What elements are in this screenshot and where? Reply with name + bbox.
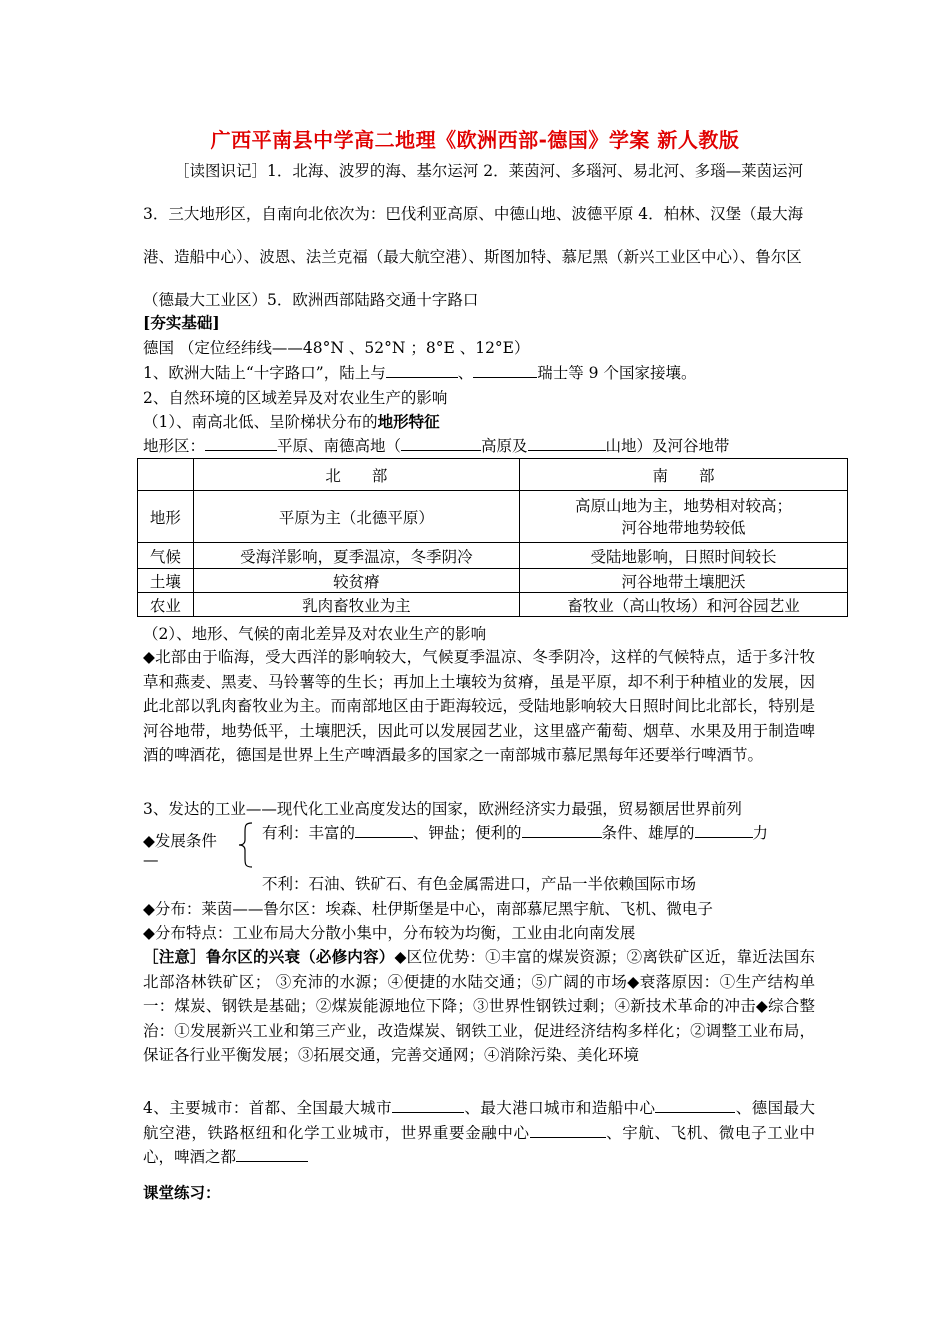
landform-b: 平原、南德高地（	[277, 437, 402, 455]
germany-coordinates: 德国 （定位经纬线——48°N 、52°N ；8°E 、12°E）	[143, 339, 530, 357]
favorable-conditions	[262, 821, 822, 843]
practice-heading: 课堂练习：	[143, 1183, 221, 1202]
q2-1-text: （1）、南高北低、呈阶梯状分布的	[143, 413, 378, 431]
intro-paragraph	[143, 150, 813, 322]
landform-c: 高原及	[481, 437, 528, 455]
north-cell: 受海洋影响，夏季温凉，冬季阴冷	[193, 543, 519, 569]
cities-c: 、德国最大航空港，铁路枢纽和化学工业城市，世界重要金融中心	[143, 1099, 815, 1142]
blank-beer[interactable]	[236, 1147, 308, 1162]
south-cell: 河谷地带土壤肥沃	[519, 569, 847, 593]
south-cell: 受陆地影响，日照时间较长	[519, 543, 847, 569]
blank-labor[interactable]	[695, 823, 753, 838]
blank-transport[interactable]	[522, 823, 602, 838]
table-header-cell: 北 部	[193, 459, 519, 491]
fav-b: 、钾盐；便利的	[413, 824, 522, 842]
blank-coal[interactable]	[355, 823, 413, 838]
north-cell: 平原为主（北德平原）	[193, 491, 519, 543]
distribution-features: ◆分布特点：工业布局大分散小集中，分布较为均衡，工业由北向南发展	[143, 924, 636, 942]
brace-icon	[238, 822, 254, 868]
north-south-table	[137, 458, 848, 617]
table-header-row	[138, 459, 848, 491]
table-header-cell: 南 部	[519, 459, 847, 491]
ruhr-note	[143, 945, 815, 1068]
conditions-label: ◆发展条件	[143, 832, 217, 850]
row-label: 土壤	[138, 569, 194, 593]
south-cell	[519, 491, 847, 543]
blank-port[interactable]	[655, 1098, 735, 1113]
table-row	[138, 543, 848, 569]
blank-capital[interactable]	[392, 1098, 464, 1113]
distribution: ◆分布：莱茵——鲁尔区：埃森、杜伊斯堡是中心，南部慕尼黑宇航、飞机、微电子	[143, 900, 713, 918]
fav-c: 条件、雄厚的	[601, 824, 695, 842]
q1-sep: 、	[457, 364, 474, 382]
intro-text: 1．北海、波罗的海、基尔运河 2．莱茵河、多瑙河、易北河、多瑙—莱茵运河 3．三大地形区，自南向北依次为：巴伐利亚高原、中德山地、波德平原 4．柏林、汉堡（最大海港、造船中心）、波恩、法兰克福（最大航空港）、斯图加特、慕尼黑（新兴工业区中心）、鲁尔区（德最大工业区）5．欧洲西部陆路交通十字路口	[143, 162, 804, 309]
major-cities	[143, 1096, 815, 1170]
blank-neighbor-2[interactable]	[473, 363, 537, 378]
question-2-1	[143, 410, 815, 432]
landform-regions	[143, 434, 815, 456]
south-line: 河谷地带地势较低	[621, 518, 746, 537]
q1-text-b: 瑞士等 9 个国家接壤。	[537, 364, 697, 382]
section-2-paragraph: ◆北部由于临海，受大西洋的影响较大，气候夏季温凉、冬季阴冷，这样的气候特点，适于多汁牧草和燕麦、黑麦、马铃薯等的生长；再加上土壤较为贫瘠，虽是平原，却不利于种植业的发展，因此北部以乳肉畜牧业为主。而南部地区由于距海较远，受陆地影响较大日照时间比北部长，特别是河谷地带，地势低平，土壤肥沃，因此可以发展园艺业，这里盛产葡萄、烟草、水果及用于制造啤酒的啤酒花，德国是世界上生产啤酒最多的国家之一南部城市慕尼黑每年还要举行啤酒节。	[143, 648, 815, 764]
unfavorable-conditions: 不利：石油、铁矿石、有色金属需进口，产品一半依赖国际市场	[262, 875, 697, 893]
q2-1-bold: 地形特征	[377, 413, 440, 431]
blank-plain[interactable]	[205, 436, 277, 451]
blank-plateau[interactable]	[401, 436, 481, 451]
basics-heading: [夯实基础]	[143, 313, 220, 332]
landform-d: 山地）及河谷地带	[605, 437, 730, 455]
page-title: 广西平南县中学高二地理《欧洲西部-德国》学案 新人教版	[210, 128, 740, 152]
intro-label: ［读图识记］	[174, 162, 268, 180]
north-cell: 较贫瘠	[193, 569, 519, 593]
q1-text-a: 1、欧洲大陆上“十字路口”，陆上与	[143, 364, 386, 382]
blank-mountain[interactable]	[528, 436, 606, 451]
south-cell: 畜牧业（高山牧场）和河谷园艺业	[519, 593, 847, 617]
table-row	[138, 491, 848, 543]
cities-a: 4、主要城市：首都、全国最大城市	[143, 1099, 392, 1117]
question-2: 2、自然环境的区域差异及对农业生产的影响	[143, 389, 448, 407]
row-label: 气候	[138, 543, 194, 569]
table-header-cell	[138, 459, 194, 491]
table-row	[138, 593, 848, 617]
north-cell: 乳肉畜牧业为主	[193, 593, 519, 617]
industry-heading: 3、发达的工业——现代化工业高度发达的国家，欧洲经济实力最强，贸易额居世界前列	[143, 800, 742, 818]
row-label: 农业	[138, 593, 194, 617]
section-2-heading: （2）、地形、气候的南北差异及对农业生产的影响	[143, 625, 487, 643]
landform-a: 地形区：	[143, 437, 206, 455]
south-line: 高原山地为主，地势相对较高；	[574, 496, 792, 515]
cities-d: 、宇航、飞机、微电子工业中心，啤酒之都	[143, 1123, 815, 1166]
blank-finance[interactable]	[530, 1123, 606, 1138]
fav-a: 有利：丰富的	[262, 824, 356, 842]
blank-neighbor-1[interactable]	[386, 363, 458, 378]
row-label: 地形	[138, 491, 194, 543]
note-label: ［注意］鲁尔区的兴衰（必修内容）	[143, 948, 395, 966]
fav-d: 力	[752, 824, 769, 842]
conditions-dash: —	[143, 851, 159, 869]
table-row	[138, 569, 848, 593]
note-text: ◆区位优势：①丰富的煤炭资源；②离铁矿区近，靠近法国东北部洛林铁矿区； ③充沛的水源；④便捷的水陆交通；⑤广阔的市场◆衰落原因：①生产结构单一：煤炭、钢铁是基础；②煤炭能源地位下降；③世界性钢铁过剩；④新技术革命的冲击◆综合整治：①发展新兴工业和第三产业，改造煤炭、钢铁工业，促进经济结构多样化；②调整工业布局，保证各行业平衡发展；③拓展交通，完善交通网；④消除污染、美化环境	[143, 948, 815, 1064]
question-1	[143, 361, 815, 383]
cities-b: 、最大港口城市和造船中心	[464, 1099, 656, 1117]
